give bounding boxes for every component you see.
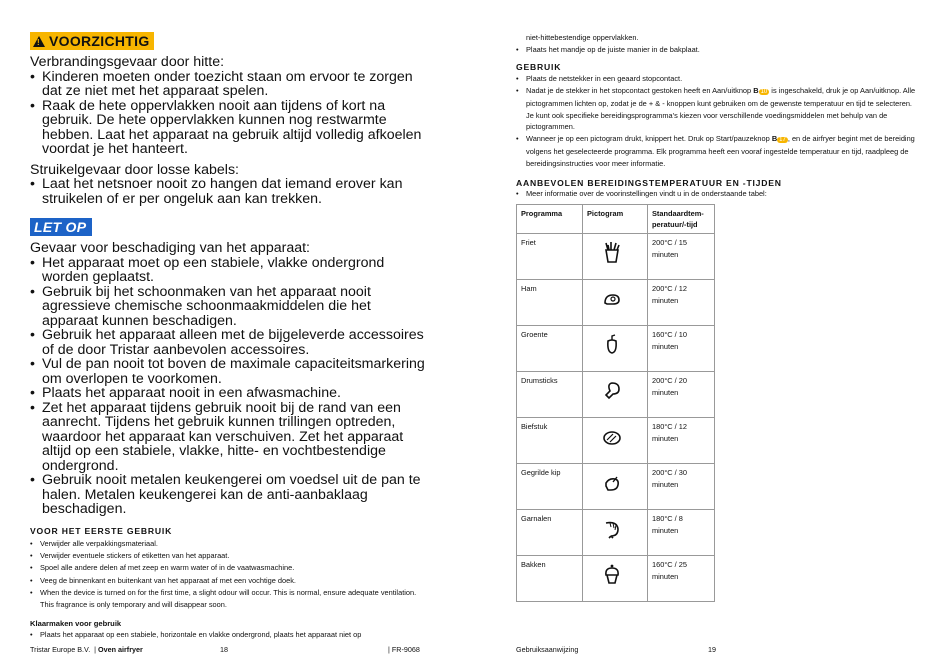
table-row [517,556,715,602]
program-setting: 180°C / 8 minuten [648,510,715,556]
program-name: Bakken [517,556,583,602]
table-header: Pictogram [583,205,648,234]
list-item: • Plaats het apparaat nooit in een afwasmachine. [30,386,425,401]
left-footer: Tristar Europe B.V. | Oven airfryer [30,645,143,654]
list-item: • Verwijder alle verpakkingsmateriaal. [30,538,425,550]
program-name: Friet [517,234,583,280]
list-item: • Meer informatie over de voorinstellingen vindt u in de onderstaande tabel: [516,188,916,199]
continued-section [516,32,916,56]
use-heading: GEBRUIK [516,62,562,72]
list-item: • Plaats het mandje op de juiste manier in de bakplaat. [516,44,916,56]
left-page-number: 18 [220,645,228,654]
rec-section [516,178,916,199]
list-item: • Gebruik bij het schoonmaken van het apparaat nooit agressieve chemische schoonmaakmiddelen die het apparaat kunnen beschadigen. [30,285,425,329]
program-setting: 200°C / 12 minuten [648,280,715,326]
first-use-heading: VOOR HET EERSTE GEBRUIK [30,526,173,536]
key-letter: B [771,133,778,143]
warning-badge-label: VOORZICHTIG [49,33,150,49]
list-item [516,85,916,133]
program-setting: 200°C / 20 minuten [648,372,715,418]
program-setting: 180°C / 12 minuten [648,418,715,464]
footer-product: Oven airfryer [98,645,143,654]
list-item: • Zet het apparaat tijdens gebruik nooit bij de rand van een aanrecht. Tijdens het gebruik kunnen trillingen optreden, waardoor het apparaat kan verschuiven. Zet het apparaat altijd op een stabiele, vlakke, hitte- en vochtbestendige ondergrond. [30,401,425,474]
list-item: • Plaats de netstekker in een geaard stopcontact. [516,73,916,85]
table-row [517,234,715,280]
drumstick-icon [583,372,648,418]
cupcake-icon [583,556,648,602]
list-item: • Laat het netsnoer nooit zo hangen dat iemand erover kan struikelen of er per ongeluk aan kan trekken. [30,177,425,206]
ham-icon [583,280,648,326]
note-badge: LET OP [30,218,92,236]
first-use-section [30,526,425,611]
footer-company: Tristar Europe B.V. [30,645,91,654]
prep-section [30,619,425,641]
heat-section [30,55,425,206]
list-item: • Gebruik het apparaat alleen met de bijgeleverde accessoires of de door Tristar aanbevolen accessoires. [30,328,425,357]
list-item: • Veeg de binnenkant en buitenkant van het apparaat af met een vochtige doek. [30,575,425,587]
key-letter: B [753,85,759,95]
program-name: Garnalen [517,510,583,556]
use-section [516,62,916,169]
footer-model: FR-9068 [391,645,420,654]
program-setting: 200°C / 15 minuten [648,234,715,280]
list-item: • Raak de hete oppervlakken nooit aan tijdens of kort na gebruik. De hete oppervlakken kunnen nog restwarmte hebben. Laat het apparaat na gebruik altijd volledig afkoelen voordat je het hanteert. [30,99,425,157]
table-row [517,326,715,372]
fries-icon [583,234,648,280]
program-name: Biefstuk [517,418,583,464]
program-setting: 160°C / 10 minuten [648,326,715,372]
program-table [516,204,715,602]
steak-icon [583,418,648,464]
list-item: • Gebruik nooit metalen keukengerei om voedsel uit de pan te halen. Metalen keukengerei kan de anti-aanbaklaag beschadigen. [30,473,425,517]
list-item: • Plaats het apparaat op een stabiele, horizontale en vlakke ondergrond, plaats het apparaat niet op [30,629,425,641]
key-number-badge: 10 [760,88,768,95]
table-row [517,510,715,556]
program-name: Drumsticks [517,372,583,418]
use-text: Wanneer je op een pictogram drukt, knippert het. Druk op Start/pauzeknop [526,133,772,143]
warning-triangle-icon: ! [33,36,45,47]
list-item: • Het apparaat moet op een stabiele, vlakke ondergrond worden geplaatst. [30,256,425,285]
table-header-row [517,205,715,234]
heat-heading: Verbrandingsgevaar door hitte: [30,54,225,70]
list-item: • Kinderen moeten onder toezicht staan om ervoor te zorgen dat ze niet met het apparaat spelen. [30,70,425,99]
shrimp-icon [583,510,648,556]
table-row [517,280,715,326]
continued-line: niet-hittebestendige oppervlakken. [526,33,639,42]
program-setting: 200°C / 30 minuten [648,464,715,510]
warning-badge [30,32,154,50]
pepper-icon [583,326,648,372]
chicken-icon [583,464,648,510]
list-item: • When the device is turned on for the first time, a slight odour will occur. This is normal, ensure adequate ventilation. This fragrance is only temporary and will disappear soon. [30,587,425,611]
use-text: , en de airfryer begint met de bereiding volgens het geselecteerde programma. Elk programma heeft een vooraf ingestelde temperatuur en tijd, raadpleeg de bereidingsinstructies voor meer informatie. [526,133,915,168]
list-item: • Vul de pan nooit tot boven de maximale capaciteitsmarkering om overlopen te voorkomen. [30,357,425,386]
damage-section [30,241,425,517]
program-name: Ham [517,280,583,326]
damage-heading: Gevaar voor beschadiging van het apparaat: [30,240,310,256]
use-text: Nadat je de stekker in het stopcontact gestoken heeft en Aan/uitknop [526,85,754,95]
program-name: Gegrilde kip [517,464,583,510]
program-setting: 160°C / 25 minuten [648,556,715,602]
table-row [517,418,715,464]
list-item [516,133,916,170]
list-item: • Verwijder eventuele stickers of etiketten van het apparaat. [30,550,425,562]
table-header: Programma [517,205,583,234]
footer-model-wrap: | FR-9068 [388,645,420,654]
right-page-number: 19 [708,645,716,654]
table-header: Standaardtem-peratuur/-tijd [648,205,715,234]
use-text: is ingeschakeld, druk je op Aan/uitknop. Alle pictogrammen lichten op, zodat je de + & - knoppen kunt gebruiken om de gewenste temperatuur en tijd te selecteren. Je kunt ook specifieke bereidingsprogramma's kiezen voor verschillende voedingsmiddelen met behulp van de pictogrammen. [526,85,916,131]
table-row [517,372,715,418]
trip-heading: Struikelgevaar door losse kabels: [30,161,239,178]
rec-heading: AANBEVOLEN BEREIDINGSTEMPERATUUR EN -TIJDEN [516,178,782,188]
program-name: Groente [517,326,583,372]
prep-heading: Klaarmaken voor gebruik [30,619,122,628]
right-footer-title: Gebruiksaanwijzing [516,645,579,654]
table-row [517,464,715,510]
key-number-badge: 17 [779,136,786,143]
list-item: • Spoel alle andere delen af met zeep en warm water of in de vaatwasmachine. [30,562,425,574]
